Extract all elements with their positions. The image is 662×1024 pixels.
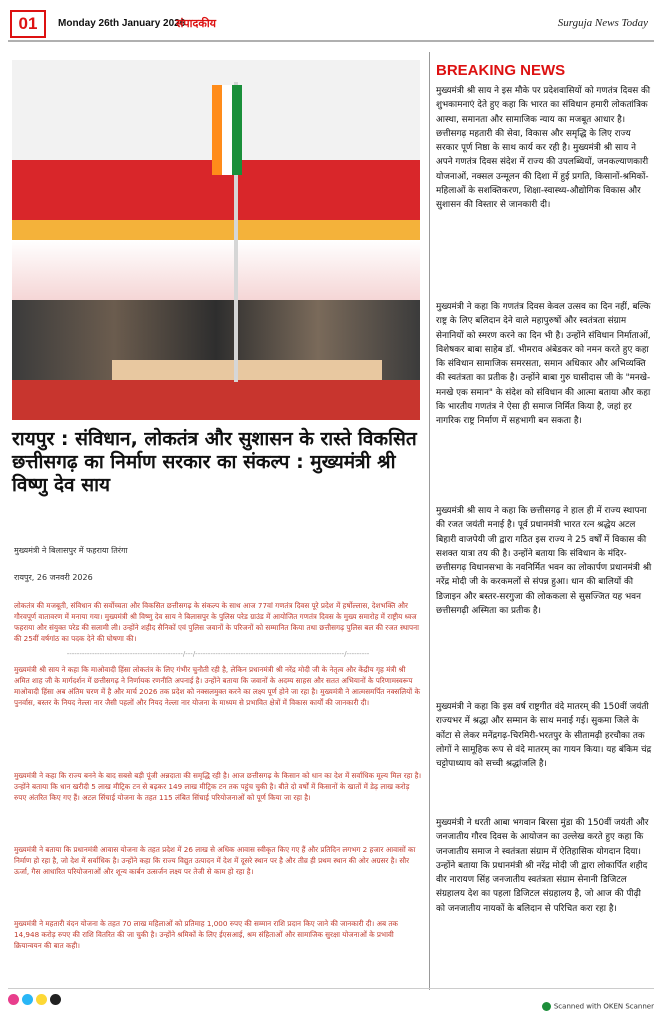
breaking-paragraph: मुख्यमंत्री ने कहा कि गणतंत्र दिवस केवल उत्सव का दिन नहीं, बल्कि राष्ट्र के लिए बलिदान देने वाले महापुरुषों और स्वतंत्रता संग्राम सेनानियों को स्मरण करने का दिन भी है। उन्होंने संविधान निर्माताओं, विशेषकर बाबा साहेब डॉ. भीमराव अंबेडकर को नमन करते हुए कहा कि संविधान सामाजिक समरसता, समान अधिकार और अभिव्यक्ति की स्वतंत्रता का प्रतीक है। उन्होंने बाबा गुरु घासीदास जी के "मनखे-मनखे एक समान" के संदेश को संविधान की आत्मा बताया और कहा कि भारतीय गणतंत्र ने ऐसा ही समाज निर्मित किया है, जहां हर नागरिक राष्ट्र निर्माण में सहभागी बन सकता है। bbox=[436, 302, 651, 427]
separator: ----------------------------------------------/---/-----------------------------------------------------------/--------- bbox=[66, 650, 370, 658]
lead-headline: रायपुर : संविधान, लोकतंत्र और सुशासन के रास्ते विकसित छत्तीसगढ़ का निर्माण सरकार का संकल्प : मुख्यमंत्री श्री विष्णु देव साय bbox=[12, 428, 417, 496]
breaking-paragraph: मुख्यमंत्री ने धरती आबा भगवान बिरसा मुंडा की 150वीं जयंती और जनजातीय गौरव दिवस के आयोजन का उल्लेख करते हुए कहा कि जनजातीय समाज ने स्वतंत्रता संग्राम में ऐतिहासिक योगदान दिया। उन्होंने बताया कि प्रधानमंत्री श्री नरेंद्र मोदी जी द्वारा लोकार्पित शहीद वीर नारायण सिंह जनजातीय स्वतंत्रता संग्राम सेनानी डिजिटल संग्रहालय देश का पहला डिजिटल संग्रहालय है, जो आज की पीढ़ी को जनजातीय नायकों के बलिदान से परिचित करा रहा है। bbox=[436, 818, 649, 914]
scanner-watermark bbox=[542, 1002, 654, 1011]
lead-paragraph: मुख्यमंत्री ने कहा कि राज्य बनने के बाद सबसे बड़ी पूंजी अन्नदाता की समृद्धि रही है। आज छत्तीसगढ़ के किसान को धान का देश में सर्वाधिक मूल्य मिल रहा है। उन्होंने बताया कि धान खरीदी 5 लाख मीट्रिक टन से बढ़कर 149 लाख मीट्रिक टन तक पहुंच चुकी है। बीते दो वर्षों में किसानों के खातों में डेढ़ लाख करोड़ रुपए अंतरित किए गए हैं। अटल सिंचाई योजना के तहत 115 लंबित सिंचाई परियोजनाओं को पूर्ण किया जा रहा है। bbox=[14, 771, 422, 802]
color-registration-dots bbox=[8, 990, 68, 1004]
masthead bbox=[8, 6, 654, 42]
breaking-paragraph: मुख्यमंत्री श्री साय ने इस मौके पर प्रदेशवासियों को गणतंत्र दिवस की शुभकामनाएं देते हुए कहा कि भारत का संविधान हमारी लोकतांत्रिक आस्था, समानता और सामाजिक न्याय का मजबूत आधार है। छत्तीसगढ़ महतारी की सेवा, विकास और समृद्धि के लिए राज्य सरकार पूर्ण निष्ठा के साथ कार्य कर रही है। मुख्यमंत्री श्री साय ने अपने गणतंत्र दिवस संदेश में राज्य की उपलब्धियों, जनकल्याणकारी योजनाओं, नक्सल उन्मूलन की दिशा में हुई प्रगति, किसानों-श्रमिकों-महिलाओं के सशक्तिकरण, शिक्षा-स्वास्थ्य-औद्योगिक विकास और सुशासन की विस्तार से जानकारी दी। bbox=[436, 86, 651, 211]
tricolor-flag-icon bbox=[212, 85, 242, 175]
lead-photo bbox=[12, 60, 420, 420]
color-dot bbox=[22, 994, 33, 1005]
scanner-text: Scanned with OKEN Scanner bbox=[553, 1002, 654, 1011]
photo-caption: मुख्यमंत्री ने बिलासपुर में फहराया तिरंगा bbox=[14, 546, 128, 555]
color-dot bbox=[8, 994, 19, 1005]
section-name: संपादकीय bbox=[176, 17, 217, 30]
scanner-logo-icon bbox=[542, 1002, 551, 1011]
lead-paragraph: मुख्यमंत्री ने बताया कि प्रधानमंत्री आवास योजना के तहत प्रदेश में 26 लाख से अधिक आवास स्वीकृत किए गए हैं और प्रतिदिन लगभग 2 हजार आवासों का निर्माण हो रहा है, जो देश में सर्वाधिक है। उन्होंने कहा कि राज्य विद्युत उत्पादन में देश में दूसरे स्थान पर है और तीव्र ही प्रथम स्थान की ओर अग्रसर है। सौर ऊर्जा, गैस आधारित परियोजनाओं और शून्य कार्बन उत्सर्जन लक्ष्य पर तेजी से काम हो रहा है। bbox=[14, 845, 416, 876]
newspaper-name: Surguja News Today bbox=[557, 17, 648, 29]
color-dot bbox=[36, 994, 47, 1005]
column-divider bbox=[429, 52, 430, 990]
page-number: 01 bbox=[10, 10, 46, 38]
breaking-paragraph: मुख्यमंत्री ने कहा कि इस वर्ष राष्ट्रगीत वंदे मातरम् की 150वीं जयंती राज्यभर में श्रद्धा और सम्मान के साथ मनाई गई। सुकमा जिले के कोंटा से लेकर मनेंद्रगढ़-चिरमिरी-भरतपुर के सीतामढ़ी हरचौका तक लोगों ने सामूहिक रूप से वंदे मातरम् का गायन किया। यह बंकिम चंद्र चट्टोपाध्याय को सच्ची श्रद्धांजलि है। bbox=[436, 702, 652, 770]
footer-rule bbox=[8, 988, 654, 989]
breaking-news-label: BREAKING NEWS bbox=[436, 62, 566, 79]
breaking-paragraph: मुख्यमंत्री श्री साय ने कहा कि छत्तीसगढ़ ने हाल ही में राज्य स्थापना की रजत जयंती मनाई है। पूर्व प्रधानमंत्री भारत रत्न श्रद्धेय अटल बिहारी वाजपेयी जी द्वारा गठित इस राज्य ने 25 वर्षों में विकास की सशक्त यात्रा तय की है। उन्होंने बताया कि संविधान के मंदिर- छत्तीसगढ़ विधानसभा के नवनिर्मित भवन का लोकार्पण प्रधानमंत्री श्री नरेंद्र मोदी जी के करकमलों से संपन्न हुआ। धान की बालियों की डिजाइन और बस्तर-सरगुजा की लोककला से सुसज्जित यह भवन छत्तीसगढ़ी अस्मिता का प्रतीक है। bbox=[436, 506, 652, 617]
dateline: रायपुर, 26 जनवरी 2026 bbox=[14, 573, 93, 582]
lead-paragraph: लोकतंत्र की मजबूती, संविधान की सर्वोच्चता और विकसित छत्तीसगढ़ के संकल्प के साथ आज 77वां गणतंत्र दिवस पूरे प्रदेश में हर्षोल्लास, देशभक्ति और गौरवपूर्ण वातावरण में मनाया गया। मुख्यमंत्री श्री विष्णु देव साय ने बिलासपुर के पुलिस परेड ग्राउंड में आयोजित गणतंत्र दिवस के मुख्य समारोह में राष्ट्रीय ध्वज फहराया और संयुक्त परेड की सलामी ली। उन्होंने शहीद सैनिकों एवं पुलिस जवानों के परिजनों को सम्मानित किया तथा छत्तीसगढ़ पुलिस बल की रजत स्थापना की 25वीं वर्षगांठ का पदक देने की घोषणा की। bbox=[14, 601, 419, 643]
color-dot bbox=[50, 994, 61, 1005]
lead-paragraph: मुख्यमंत्री ने महतारी वंदन योजना के तहत 70 लाख महिलाओं को प्रतिमाह 1,000 रुपए की सम्मान राशि प्रदान किए जाने की जानकारी दी। अब तक 14,948 करोड़ रुपए की राशि वितरित की जा चुकी है। उन्होंने श्रमिकों के लिए ईएसआई, श्रम संहिताओं और सामाजिक सुरक्षा योजनाओं के प्रभावी क्रियान्वयन की बात कही। bbox=[14, 919, 398, 950]
issue-date: Monday 26th January 2026 bbox=[58, 18, 186, 29]
lead-paragraph: मुख्यमंत्री श्री साय ने कहा कि माओवादी हिंसा लोकतंत्र के लिए गंभीर चुनौती रही है, लेकिन प्रधानमंत्री श्री नरेंद्र मोदी जी के नेतृत्व और केंद्रीय गृह मंत्री श्री अमित शाह जी के मार्गदर्शन में छत्तीसगढ़ ने निर्णायक रणनीति अपनाई है। उन्होंने बताया कि जवानों के अदम्य साहस और सतत अभियानों के परिणामस्वरूप माओवादी हिंसा अब अंतिम चरण में है और मार्च 2026 तक प्रदेश को नक्सलमुक्त करने का लक्ष्य पूर्ण होने जा रहा है। मुख्यमंत्री ने आत्मसमर्पित नक्सलियों के पुनर्वास, बस्तर के नियद नेल्ला नार जैसी पहलों और नियद नेल्ला नार योजना के माध्यम से प्रभावित क्षेत्रों में विकास कार्यों की जानकारी दी। bbox=[14, 665, 420, 707]
